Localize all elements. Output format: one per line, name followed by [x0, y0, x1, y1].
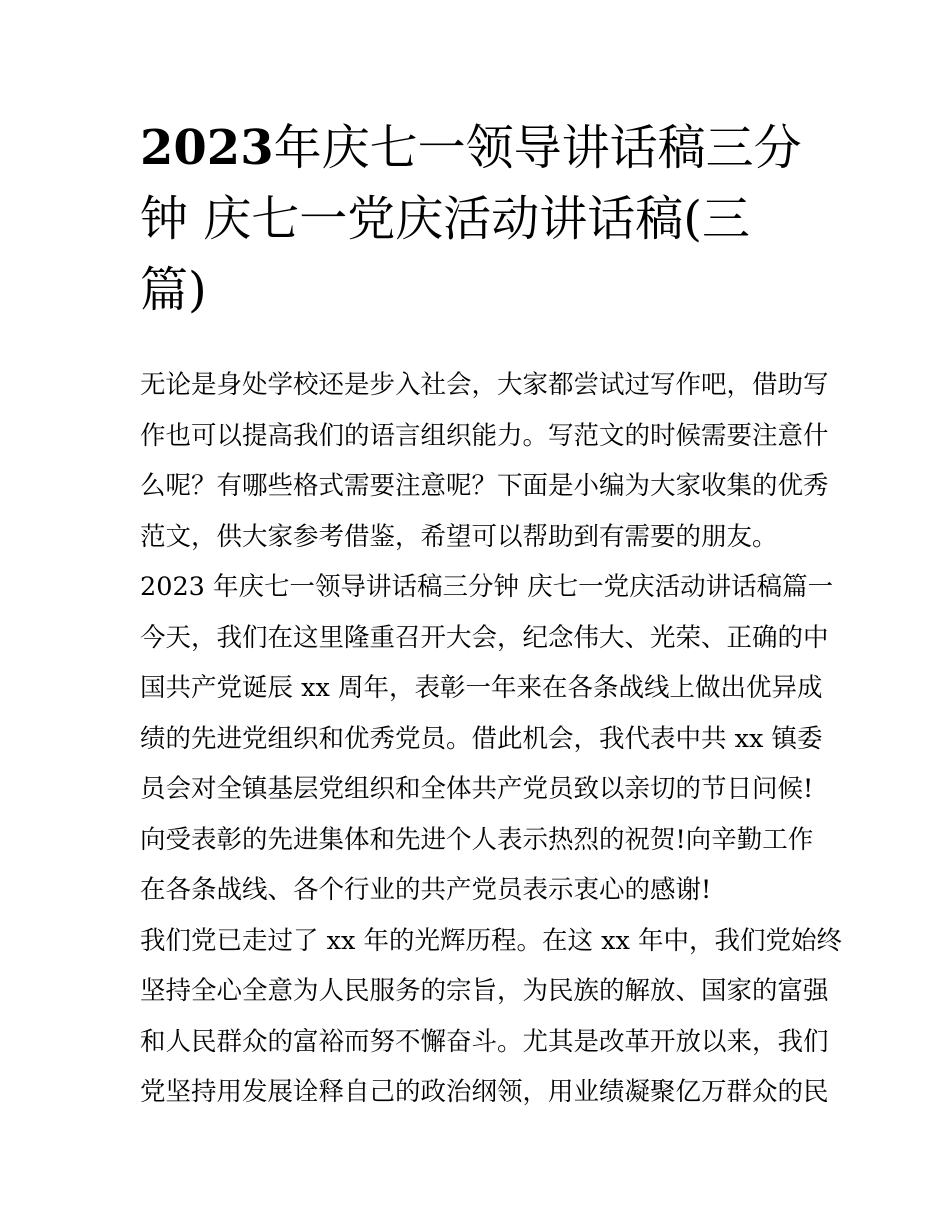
- title-line-3: 篇): [140, 262, 207, 318]
- body-line: 无论是身处学校还是步入社会，大家都尝试过写作吧，借助写: [140, 370, 829, 400]
- title-line-1: 年庆七一领导讲话稿三分: [273, 120, 802, 176]
- body-line: 国共产党诞辰 xx 周年，表彰一年来在各条战线上做出优异成: [140, 673, 823, 703]
- body-line: 员会对全镇基层党组织和全体共产党员致以亲切的节日问候!: [140, 774, 814, 804]
- body-line: 党坚持用发展诠释自己的政治纲领，用业绩凝聚亿万群众的民: [140, 1077, 829, 1107]
- document-title: [140, 113, 820, 326]
- body-line: 作也可以提高我们的语言组织能力。写范文的时候需要注意什: [140, 420, 829, 451]
- body-line: 和人民群众的富裕而努不懈奋斗。尤其是改革开放以来，我们: [140, 1026, 829, 1057]
- body-line: 向受表彰的先进集体和先进个人表示热烈的祝贺!向辛勤工作: [140, 824, 814, 855]
- document-body: [140, 360, 842, 1118]
- title-line-2: 钟 庆七一党庆活动讲话稿(三: [140, 191, 750, 247]
- body-line: 绩的先进党组织和优秀党员。借此机会，我代表中共 xx 镇委: [140, 723, 823, 754]
- body-line: 我们党已走过了 xx 年的光辉历程。在这 xx 年中，我们党始终: [140, 925, 842, 956]
- body-line: 今天，我们在这里隆重召开大会，纪念伟大、光荣、正确的中: [140, 622, 829, 653]
- section-heading: 2023 年庆七一领导讲话稿三分钟 庆七一党庆活动讲话稿篇一: [140, 572, 834, 602]
- body-line: 在各条战线、各个行业的共产党员表示衷心的感谢!: [140, 875, 712, 905]
- body-line: 范文，供大家参考借鉴，希望可以帮助到有需要的朋友。: [140, 521, 778, 552]
- body-line: 坚持全心全意为人民服务的宗旨，为民族的解放、国家的富强: [140, 976, 829, 1006]
- title-year: 2023: [140, 120, 274, 176]
- body-line: 么呢？有哪些格式需要注意呢？下面是小编为大家收集的优秀: [140, 471, 829, 501]
